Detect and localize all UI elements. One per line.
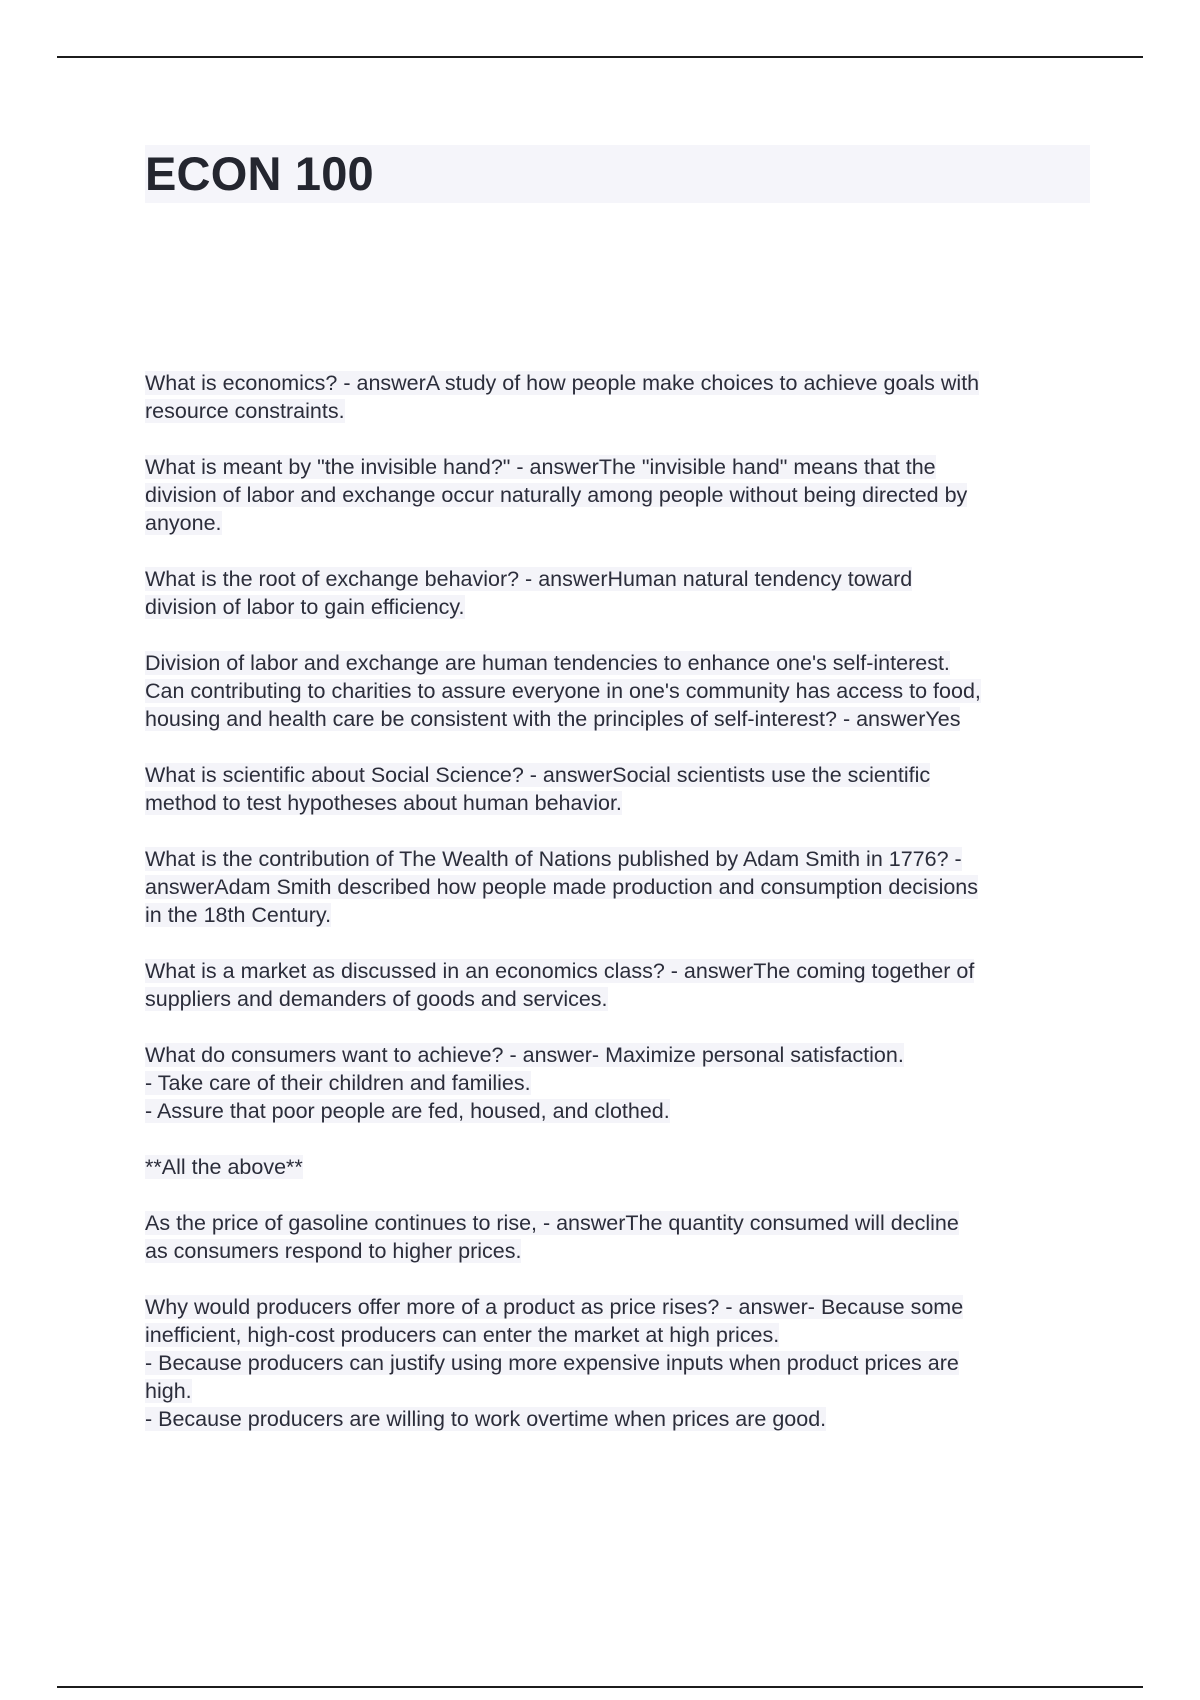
qa-line: - Because producers are willing to work overtime when prices are good. — [145, 1407, 827, 1431]
qa-line: **All the above** — [145, 1155, 303, 1179]
qa-entry — [145, 369, 1090, 425]
qa-line: Division of labor and exchange are human tendencies to enhance one's self-interest. — [145, 651, 950, 675]
document-title: ECON 100 — [145, 147, 374, 200]
qa-line: inefficient, high-cost producers can enter the market at high prices. — [145, 1323, 780, 1347]
qa-line: What do consumers want to achieve? - answer- Maximize personal satisfaction. — [145, 1043, 904, 1067]
qa-entry — [145, 1293, 1090, 1433]
qa-entry — [145, 845, 1090, 929]
qa-entry — [145, 565, 1090, 621]
qa-line: in the 18th Century. — [145, 903, 332, 927]
qa-entry — [145, 957, 1090, 1013]
qa-line: division of labor to gain efficiency. — [145, 595, 465, 619]
qa-line: What is meant by "the invisible hand?" - answerThe "invisible hand" means that the — [145, 455, 936, 479]
qa-entry — [145, 1041, 1090, 1125]
qa-line: Why would producers offer more of a product as price rises? - answer- Because some — [145, 1295, 964, 1319]
qa-entry — [145, 649, 1090, 733]
qa-line: What is economics? - answerA study of how people make choices to achieve goals with — [145, 371, 980, 395]
qa-line: What is the root of exchange behavior? - answerHuman natural tendency toward — [145, 567, 913, 591]
qa-line: What is scientific about Social Science? - answerSocial scientists use the scientific — [145, 763, 931, 787]
qa-line: Can contributing to charities to assure everyone in one's community has access to food, — [145, 679, 981, 703]
bottom-rule — [57, 1686, 1143, 1688]
qa-line: high. — [145, 1379, 192, 1403]
qa-line: answerAdam Smith described how people made production and consumption decisions — [145, 875, 979, 899]
qa-line: as consumers respond to higher prices. — [145, 1239, 522, 1263]
qa-line: division of labor and exchange occur naturally among people without being directed by — [145, 483, 968, 507]
qa-entry — [145, 761, 1090, 817]
qa-entry — [145, 1153, 1090, 1181]
qa-entry — [145, 453, 1090, 537]
qa-line: resource constraints. — [145, 399, 345, 423]
qa-line: - Take care of their children and families. — [145, 1071, 531, 1095]
qa-line: As the price of gasoline continues to rise, - answerThe quantity consumed will decline — [145, 1211, 959, 1235]
qa-list — [145, 369, 1090, 1461]
qa-line: anyone. — [145, 511, 222, 535]
qa-entry — [145, 1209, 1090, 1265]
qa-line: housing and health care be consistent with the principles of self-interest? - answerYes — [145, 707, 961, 731]
qa-line: method to test hypotheses about human behavior. — [145, 791, 622, 815]
qa-line: - Assure that poor people are fed, housed, and clothed. — [145, 1099, 670, 1123]
qa-line: What is a market as discussed in an economics class? - answerThe coming together of — [145, 959, 975, 983]
qa-line: suppliers and demanders of goods and services. — [145, 987, 608, 1011]
top-rule — [57, 56, 1143, 58]
qa-line: What is the contribution of The Wealth of Nations published by Adam Smith in 1776? - — [145, 847, 962, 871]
qa-line: - Because producers can justify using more expensive inputs when product prices are — [145, 1351, 959, 1375]
